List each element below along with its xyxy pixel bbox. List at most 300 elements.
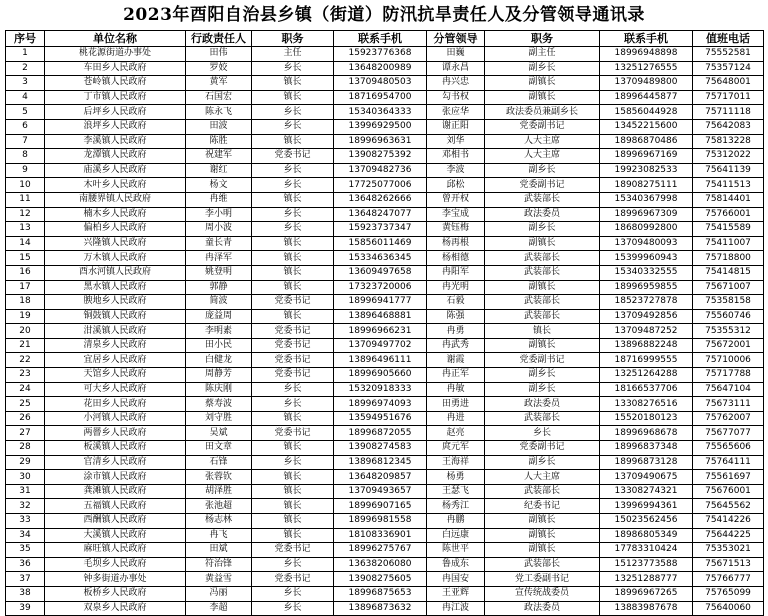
table-row — [6, 61, 764, 76]
table-row — [6, 484, 764, 499]
row-position: 乡长 — [252, 397, 334, 412]
header-unit: 单位名称 — [45, 31, 186, 47]
row-position: 乡长 — [252, 455, 334, 470]
row-unit: 天馆乡人民政府 — [45, 368, 186, 383]
row-unit: 丁市镇人民政府 — [45, 90, 186, 105]
row-seq: 31 — [6, 484, 45, 499]
row-mobile: 18996872055 — [334, 426, 427, 441]
row-leader: 赵亮 — [427, 426, 485, 441]
header-leader-mobile: 联系手机 — [600, 31, 693, 47]
row-leader-mobile: 19923082533 — [600, 163, 693, 178]
row-leader-position: 党委副书记 — [485, 178, 600, 193]
row-mobile: 13908274583 — [334, 441, 427, 456]
row-seq: 26 — [6, 411, 45, 426]
row-leader: 田巍 — [427, 47, 485, 62]
row-position: 镇长 — [252, 236, 334, 251]
row-position: 乡长 — [252, 178, 334, 193]
row-leader-mobile: 13251288777 — [600, 572, 693, 587]
row-seq: 2 — [6, 61, 45, 76]
row-admin-person: 郭静 — [186, 280, 252, 295]
row-leader: 冉敏 — [427, 382, 485, 397]
contact-table — [5, 30, 764, 616]
row-leader: 冉国安 — [427, 572, 485, 587]
row-duty-phone: 75644225 — [693, 528, 764, 543]
row-seq: 9 — [6, 163, 45, 178]
row-mobile: 15856011469 — [334, 236, 427, 251]
row-duty-phone: 75355312 — [693, 324, 764, 339]
row-duty-phone: 75677077 — [693, 426, 764, 441]
row-leader-position: 副镇长 — [485, 543, 600, 558]
row-leader-position: 武装部长 — [485, 251, 600, 266]
row-leader-position: 人大主席 — [485, 134, 600, 149]
row-seq: 36 — [6, 557, 45, 572]
row-leader: 田勇进 — [427, 397, 485, 412]
row-leader-mobile: 18996873128 — [600, 455, 693, 470]
row-leader: 勾书权 — [427, 90, 485, 105]
row-duty-phone: 75647104 — [693, 382, 764, 397]
row-unit: 大溪镇人民政府 — [45, 528, 186, 543]
row-seq: 20 — [6, 324, 45, 339]
row-unit: 楠木乡人民政府 — [45, 207, 186, 222]
row-position: 镇长 — [252, 76, 334, 91]
document-title: 2023年酉阳自治县乡镇（街道）防汛抗旱责任人及分管领导通讯录 — [123, 5, 645, 25]
row-leader-position: 党委副书记 — [485, 353, 600, 368]
header-position: 职务 — [252, 31, 334, 47]
row-unit: 可大乡人民政府 — [45, 382, 186, 397]
row-mobile: 18996907165 — [334, 499, 427, 514]
row-leader-position: 武装部长 — [485, 192, 600, 207]
row-unit: 桃花源街道办事处 — [45, 47, 186, 62]
row-admin-person: 童长青 — [186, 236, 252, 251]
row-duty-phone: 75560746 — [693, 309, 764, 324]
row-admin-person: 陈庆刚 — [186, 382, 252, 397]
row-leader-position: 武装部长 — [485, 484, 600, 499]
row-seq: 32 — [6, 499, 45, 514]
table-row — [6, 324, 764, 339]
row-position: 镇长 — [252, 411, 334, 426]
row-position: 镇长 — [252, 134, 334, 149]
row-mobile: 18108336901 — [334, 528, 427, 543]
row-seq: 34 — [6, 528, 45, 543]
row-leader-mobile: 18996968678 — [600, 426, 693, 441]
table-row — [6, 572, 764, 587]
row-admin-person: 谢红 — [186, 163, 252, 178]
row-admin-person: 冉泽军 — [186, 251, 252, 266]
row-admin-person: 田波 — [186, 119, 252, 134]
row-leader: 王海祥 — [427, 455, 485, 470]
row-unit: 酉水河镇人民政府 — [45, 265, 186, 280]
row-mobile: 15340364333 — [334, 105, 427, 120]
row-position: 主任 — [252, 47, 334, 62]
header-leader: 分管领导 — [427, 31, 485, 47]
row-unit: 浪坪乡人民政府 — [45, 119, 186, 134]
row-leader-mobile: 13251264288 — [600, 368, 693, 383]
row-duty-phone: 75312022 — [693, 149, 764, 164]
table-row — [6, 163, 764, 178]
row-leader-mobile: 18908275111 — [600, 178, 693, 193]
row-position: 党委书记 — [252, 149, 334, 164]
row-leader-position: 武装部长 — [485, 309, 600, 324]
row-leader: 冉兴忠 — [427, 76, 485, 91]
row-position: 镇长 — [252, 484, 334, 499]
row-seq: 28 — [6, 441, 45, 456]
row-duty-phone: 75764111 — [693, 455, 764, 470]
row-leader-mobile: 18996837348 — [600, 441, 693, 456]
row-leader: 刘华 — [427, 134, 485, 149]
row-duty-phone: 75640060 — [693, 601, 764, 616]
row-leader-position: 副镇长 — [485, 236, 600, 251]
row-mobile: 13709480503 — [334, 76, 427, 91]
row-admin-person: 冉飞 — [186, 528, 252, 543]
row-leader-mobile: 13709487252 — [600, 324, 693, 339]
row-seq: 38 — [6, 586, 45, 601]
row-duty-phone: 75358158 — [693, 295, 764, 310]
table-row — [6, 499, 764, 514]
row-leader: 冉勇 — [427, 324, 485, 339]
row-admin-person: 杨文 — [186, 178, 252, 193]
row-seq: 27 — [6, 426, 45, 441]
row-position: 乡长 — [252, 586, 334, 601]
row-leader: 谭永昌 — [427, 61, 485, 76]
row-unit: 车田乡人民政府 — [45, 61, 186, 76]
row-unit: 涂市镇人民政府 — [45, 470, 186, 485]
row-seq: 6 — [6, 119, 45, 134]
row-unit: 木叶乡人民政府 — [45, 178, 186, 193]
row-duty-phone: 75411007 — [693, 236, 764, 251]
row-duty-phone: 75565606 — [693, 441, 764, 456]
row-admin-person: 祝建军 — [186, 149, 252, 164]
row-seq: 13 — [6, 222, 45, 237]
table-row — [6, 338, 764, 353]
row-leader: 邱松 — [427, 178, 485, 193]
row-unit: 官清乡人民政府 — [45, 455, 186, 470]
row-leader-mobile: 15856044928 — [600, 105, 693, 120]
row-leader-mobile: 18996967309 — [600, 207, 693, 222]
row-mobile: 13896468881 — [334, 309, 427, 324]
row-leader-mobile: 13308276516 — [600, 397, 693, 412]
row-duty-phone: 75717011 — [693, 90, 764, 105]
row-seq: 24 — [6, 382, 45, 397]
row-duty-phone: 75357124 — [693, 61, 764, 76]
row-position: 党委书记 — [252, 295, 334, 310]
table-row — [6, 601, 764, 616]
row-duty-phone: 75672001 — [693, 338, 764, 353]
row-position: 乡长 — [252, 163, 334, 178]
row-duty-phone: 75645562 — [693, 499, 764, 514]
row-position: 乡长 — [252, 557, 334, 572]
row-admin-person: 姚登明 — [186, 265, 252, 280]
row-leader-position: 武装部长 — [485, 265, 600, 280]
row-admin-person: 冯丽 — [186, 586, 252, 601]
row-leader: 杨相德 — [427, 251, 485, 266]
row-leader-mobile: 18166537706 — [600, 382, 693, 397]
row-mobile: 13609497658 — [334, 265, 427, 280]
table-row — [6, 528, 764, 543]
row-mobile: 13896873632 — [334, 601, 427, 616]
row-admin-person: 黄军 — [186, 76, 252, 91]
row-admin-person: 罗姣 — [186, 61, 252, 76]
row-leader-position: 政法委员 — [485, 601, 600, 616]
row-seq: 16 — [6, 265, 45, 280]
table-row — [6, 309, 764, 324]
row-mobile: 13896812345 — [334, 455, 427, 470]
row-mobile: 18996905660 — [334, 368, 427, 383]
row-leader-position: 武装部长 — [485, 557, 600, 572]
row-leader: 王亚辉 — [427, 586, 485, 601]
row-seq: 1 — [6, 47, 45, 62]
row-unit: 板溪镇人民政府 — [45, 441, 186, 456]
table-row — [6, 280, 764, 295]
row-seq: 4 — [6, 90, 45, 105]
row-leader-mobile: 13996994361 — [600, 499, 693, 514]
row-mobile: 13996929500 — [334, 119, 427, 134]
row-leader-position: 副镇长 — [485, 280, 600, 295]
row-leader-mobile: 18680992800 — [600, 222, 693, 237]
row-mobile: 13896496111 — [334, 353, 427, 368]
row-duty-phone: 75766001 — [693, 207, 764, 222]
row-seq: 30 — [6, 470, 45, 485]
header-admin-person: 行政责任人 — [186, 31, 252, 47]
row-leader: 谢霞 — [427, 353, 485, 368]
row-position: 镇长 — [252, 441, 334, 456]
row-leader-position: 副乡长 — [485, 61, 600, 76]
row-admin-person: 田斌 — [186, 543, 252, 558]
row-position: 镇长 — [252, 499, 334, 514]
row-leader: 冉鹏 — [427, 514, 485, 529]
row-admin-person: 张蓉钦 — [186, 470, 252, 485]
row-duty-phone: 75676001 — [693, 484, 764, 499]
table-row — [6, 134, 764, 149]
row-mobile: 18996275767 — [334, 543, 427, 558]
table-row — [6, 47, 764, 62]
row-leader: 邓相书 — [427, 149, 485, 164]
row-duty-phone: 75717788 — [693, 368, 764, 383]
row-leader: 杨秀江 — [427, 499, 485, 514]
row-leader-mobile: 18996445877 — [600, 90, 693, 105]
row-admin-person: 田伟 — [186, 47, 252, 62]
row-leader-position: 副主任 — [485, 47, 600, 62]
row-duty-phone: 75718800 — [693, 251, 764, 266]
table-body — [6, 47, 764, 616]
row-leader-position: 副镇长 — [485, 514, 600, 529]
row-seq: 33 — [6, 514, 45, 529]
row-duty-phone: 75411513 — [693, 178, 764, 193]
row-admin-person: 冉维 — [186, 192, 252, 207]
table-row — [6, 90, 764, 105]
row-seq: 12 — [6, 207, 45, 222]
table-row — [6, 382, 764, 397]
row-mobile: 13648209857 — [334, 470, 427, 485]
row-mobile: 18996941777 — [334, 295, 427, 310]
row-mobile: 18996966231 — [334, 324, 427, 339]
row-leader: 冉江波 — [427, 601, 485, 616]
row-position: 党委书记 — [252, 338, 334, 353]
row-duty-phone: 75415589 — [693, 222, 764, 237]
row-mobile: 18996981558 — [334, 514, 427, 529]
row-leader-mobile: 13883987678 — [600, 601, 693, 616]
row-leader-position: 党委副书记 — [485, 119, 600, 134]
table-row — [6, 149, 764, 164]
row-unit: 南腰界镇人民政府 — [45, 192, 186, 207]
row-position: 党委书记 — [252, 368, 334, 383]
row-leader-position: 党委副书记 — [485, 441, 600, 456]
row-admin-person: 简波 — [186, 295, 252, 310]
row-admin-person: 吴斌 — [186, 426, 252, 441]
row-position: 党委书记 — [252, 426, 334, 441]
table-row — [6, 207, 764, 222]
row-leader-position: 副镇长 — [485, 338, 600, 353]
row-leader: 冉正军 — [427, 368, 485, 383]
row-admin-person: 胡泽胜 — [186, 484, 252, 499]
row-position: 党委书记 — [252, 543, 334, 558]
row-leader-position: 武装部长 — [485, 411, 600, 426]
row-seq: 15 — [6, 251, 45, 266]
row-admin-person: 白健龙 — [186, 353, 252, 368]
row-admin-person: 蔡寿波 — [186, 397, 252, 412]
row-leader-mobile: 18996959855 — [600, 280, 693, 295]
row-leader-position: 宣传统战委员 — [485, 586, 600, 601]
row-seq: 35 — [6, 543, 45, 558]
row-leader-position: 党工委副书记 — [485, 572, 600, 587]
row-duty-phone: 75765099 — [693, 586, 764, 601]
row-leader: 谢正阳 — [427, 119, 485, 134]
row-seq: 8 — [6, 149, 45, 164]
row-leader-mobile: 13709489800 — [600, 76, 693, 91]
row-leader-position: 人大主席 — [485, 149, 600, 164]
row-leader-position: 镇长 — [485, 324, 600, 339]
row-leader-position: 副乡长 — [485, 222, 600, 237]
row-admin-person: 周小波 — [186, 222, 252, 237]
table-row — [6, 586, 764, 601]
row-unit: 兴隆镇人民政府 — [45, 236, 186, 251]
row-leader-position: 副镇长 — [485, 90, 600, 105]
row-duty-phone: 75648001 — [693, 76, 764, 91]
row-mobile: 17725077006 — [334, 178, 427, 193]
row-leader: 曾开权 — [427, 192, 485, 207]
row-leader-mobile: 15123773588 — [600, 557, 693, 572]
row-leader-mobile: 15520180123 — [600, 411, 693, 426]
row-seq: 39 — [6, 601, 45, 616]
row-leader-mobile: 13709490675 — [600, 470, 693, 485]
row-admin-person: 田文章 — [186, 441, 252, 456]
row-admin-person: 张池超 — [186, 499, 252, 514]
table-row — [6, 514, 764, 529]
table-row — [6, 426, 764, 441]
table-row — [6, 557, 764, 572]
row-seq: 17 — [6, 280, 45, 295]
row-mobile: 18996963631 — [334, 134, 427, 149]
row-position: 镇长 — [252, 470, 334, 485]
row-duty-phone: 75671007 — [693, 280, 764, 295]
row-mobile: 13594951676 — [334, 411, 427, 426]
row-leader-position: 乡长 — [485, 426, 600, 441]
row-mobile: 13648262666 — [334, 192, 427, 207]
row-leader-position: 副镇长 — [485, 528, 600, 543]
row-position: 乡长 — [252, 119, 334, 134]
row-mobile: 15923737347 — [334, 222, 427, 237]
row-leader: 冉光明 — [427, 280, 485, 295]
row-leader-position: 人大主席 — [485, 470, 600, 485]
row-mobile: 13908275605 — [334, 572, 427, 587]
row-duty-phone: 75552581 — [693, 47, 764, 62]
row-seq: 5 — [6, 105, 45, 120]
row-seq: 37 — [6, 572, 45, 587]
row-mobile: 18996974093 — [334, 397, 427, 412]
row-admin-person: 石国宏 — [186, 90, 252, 105]
row-leader-position: 副乡长 — [485, 368, 600, 383]
row-leader: 杨勇 — [427, 470, 485, 485]
row-leader-mobile: 15340332555 — [600, 265, 693, 280]
table-row — [6, 353, 764, 368]
table-row — [6, 236, 764, 251]
row-mobile: 18716954700 — [334, 90, 427, 105]
row-leader-mobile: 18996967265 — [600, 586, 693, 601]
row-leader-mobile: 15340367998 — [600, 192, 693, 207]
row-duty-phone: 75561697 — [693, 470, 764, 485]
header-leader-position: 职务 — [485, 31, 600, 47]
row-unit: 偏柏乡人民政府 — [45, 222, 186, 237]
row-leader: 李宝成 — [427, 207, 485, 222]
table-row — [6, 368, 764, 383]
row-mobile: 15320918333 — [334, 382, 427, 397]
row-leader: 陈强 — [427, 309, 485, 324]
table-row — [6, 76, 764, 91]
row-duty-phone: 75642083 — [693, 119, 764, 134]
row-leader: 冉进 — [427, 411, 485, 426]
row-leader-mobile: 18986870486 — [600, 134, 693, 149]
row-leader: 石毅 — [427, 295, 485, 310]
table-row — [6, 105, 764, 120]
row-leader-mobile: 13452215600 — [600, 119, 693, 134]
row-position: 党委书记 — [252, 324, 334, 339]
row-mobile: 13709482736 — [334, 163, 427, 178]
row-leader-mobile: 15399960943 — [600, 251, 693, 266]
row-leader-position: 政法委员 — [485, 207, 600, 222]
row-leader: 张应华 — [427, 105, 485, 120]
row-duty-phone: 75813228 — [693, 134, 764, 149]
row-leader-position: 政法委员兼副乡长 — [485, 105, 600, 120]
row-duty-phone: 75414226 — [693, 514, 764, 529]
row-unit: 泔溪镇人民政府 — [45, 324, 186, 339]
row-mobile: 13648247077 — [334, 207, 427, 222]
row-unit: 两罾乡人民政府 — [45, 426, 186, 441]
row-admin-person: 李超 — [186, 601, 252, 616]
table-row — [6, 222, 764, 237]
row-leader-mobile: 18716999555 — [600, 353, 693, 368]
row-unit: 双泉乡人民政府 — [45, 601, 186, 616]
row-seq: 10 — [6, 178, 45, 193]
row-leader-position: 副乡长 — [485, 455, 600, 470]
row-mobile: 15923776368 — [334, 47, 427, 62]
row-unit: 龙潭镇人民政府 — [45, 149, 186, 164]
row-position: 党委书记 — [252, 572, 334, 587]
row-leader-position: 副乡长 — [485, 163, 600, 178]
row-seq: 29 — [6, 455, 45, 470]
row-leader: 李波 — [427, 163, 485, 178]
row-mobile: 15334636345 — [334, 251, 427, 266]
row-position: 乡长 — [252, 222, 334, 237]
row-leader-position: 武装部长 — [485, 295, 600, 310]
row-unit: 花田乡人民政府 — [45, 397, 186, 412]
row-seq: 18 — [6, 295, 45, 310]
row-duty-phone: 75641139 — [693, 163, 764, 178]
row-admin-person: 杨志林 — [186, 514, 252, 529]
table-row — [6, 470, 764, 485]
row-unit: 庙溪乡人民政府 — [45, 163, 186, 178]
row-unit: 板桥乡人民政府 — [45, 586, 186, 601]
table-row — [6, 455, 764, 470]
row-leader-mobile: 13709480093 — [600, 236, 693, 251]
